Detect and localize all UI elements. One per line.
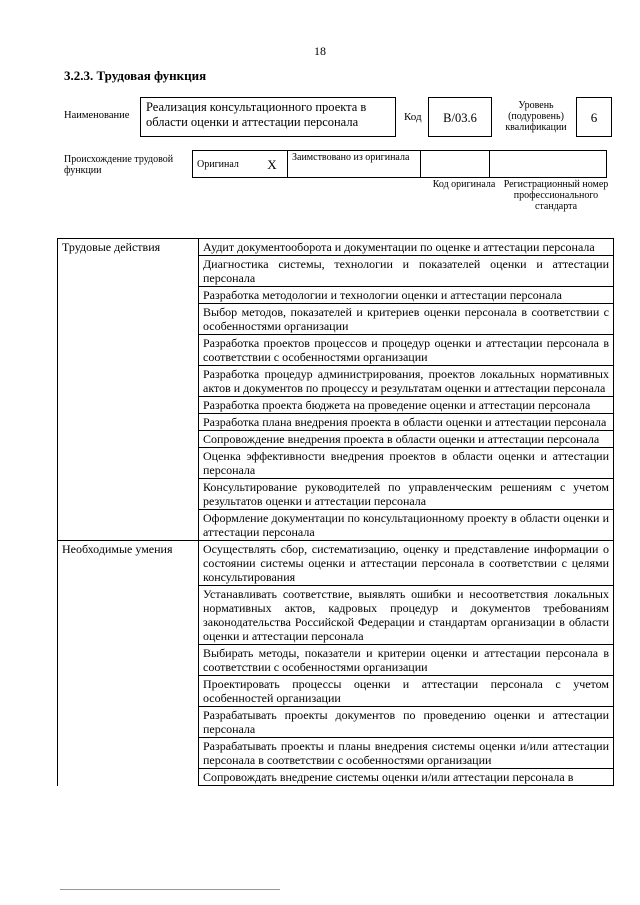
table-cell-item: Сопровождать внедрение системы оценки и/или аттестации персонала в	[199, 769, 614, 786]
borrowed-label: Заимствовано из оригинала	[288, 151, 421, 178]
table-cell-item: Разработка проектов процессов и процедур оценки и аттестации персонала в соответствии с особенностями организации	[199, 335, 614, 366]
table-cell-item: Разработка процедур администрирования, проектов локальных нормативных актов и документов по процессу и результатам оценки и аттестации персонала	[199, 366, 614, 397]
section-title: 3.2.3. Трудовая функция	[64, 68, 207, 83]
table-cell-item: Консультирование руководителей по управленческим решениям с учетом результатов оценки и аттестации персонала	[199, 479, 614, 510]
table-cell-item: Разрабатывать проекты и планы внедрения системы оценки и/или аттестации персонала в соответствии с особенностями организации	[199, 738, 614, 769]
origin-table	[192, 150, 607, 178]
table-cell-item: Разработка плана внедрения проекта в области оценки и аттестации персонала	[199, 414, 614, 431]
table-cell-item: Устанавливать соответствие, выявлять ошибки и несоответствия локальных нормативных актов, кадровых процедур и документов требованиям законодательства Российской Федерации и стандартам организации в области оценки и аттестации персонала	[199, 586, 614, 645]
code-original-cell	[421, 151, 490, 178]
code-value: B/03.6	[428, 97, 492, 137]
table-cell-item: Сопровождение внедрения проекта в области оценки и аттестации персонала	[199, 431, 614, 448]
table-cell-item: Осуществлять сбор, систематизацию, оценку и представление информации о состоянии системы оценки и аттестации персонала в соответствии с целями консультирования	[199, 541, 614, 586]
bottom-rule	[60, 889, 280, 890]
table-row	[58, 239, 614, 256]
reg-number-caption: Регистрационный номер профессионального стандарта	[503, 179, 609, 212]
table-cell-item: Разрабатывать проекты документов по проведению оценки и аттестации персонала	[199, 707, 614, 738]
table-cell-item: Разработка проекта бюджета на проведение оценки и аттестации персонала	[199, 397, 614, 414]
section-category: Трудовые действия	[58, 239, 199, 541]
code-label: Код	[404, 111, 422, 123]
level-label: Уровень (подуровень) квалификации	[505, 100, 567, 133]
name-value: Реализация консультационного проекта в области оценки и аттестации персонала	[140, 97, 396, 137]
table-cell-item: Разработка методологии и технологии оценки и аттестации персонала	[199, 287, 614, 304]
name-label: Наименование	[64, 110, 130, 121]
code-original-caption: Код оригинала	[432, 179, 496, 190]
table-cell-item: Оценка эффективности внедрения проектов в области оценки и аттестации персонала	[199, 448, 614, 479]
table-cell-item: Выбор методов, показателей и критериев оценки персонала в соответствии с особенностями организации	[199, 304, 614, 335]
reg-number-cell	[490, 151, 607, 178]
table-cell-item: Оформление документации по консультационному проекту в области оценки и аттестации персонала	[199, 510, 614, 541]
table-cell-item: Аудит документооборота и документации по оценке и аттестации персонала	[199, 239, 614, 256]
table-cell-item: Диагностика системы, технологии и показателей оценки и аттестации персонала	[199, 256, 614, 287]
level-value: 6	[576, 97, 612, 137]
table-row	[58, 541, 614, 586]
table-cell-item: Выбирать методы, показатели и критерии оценки и аттестации персонала в соответствии с особенностями организации	[199, 645, 614, 676]
original-mark: X	[257, 151, 288, 178]
origin-label: Происхождение трудовой функции	[64, 154, 174, 176]
section-category: Необходимые умения	[58, 541, 199, 786]
functions-table	[57, 238, 614, 786]
original-label: Оригинал	[193, 151, 258, 178]
table-cell-item: Проектировать процессы оценки и аттестации персонала с учетом особенностей организации	[199, 676, 614, 707]
page-number: 18	[314, 44, 326, 58]
